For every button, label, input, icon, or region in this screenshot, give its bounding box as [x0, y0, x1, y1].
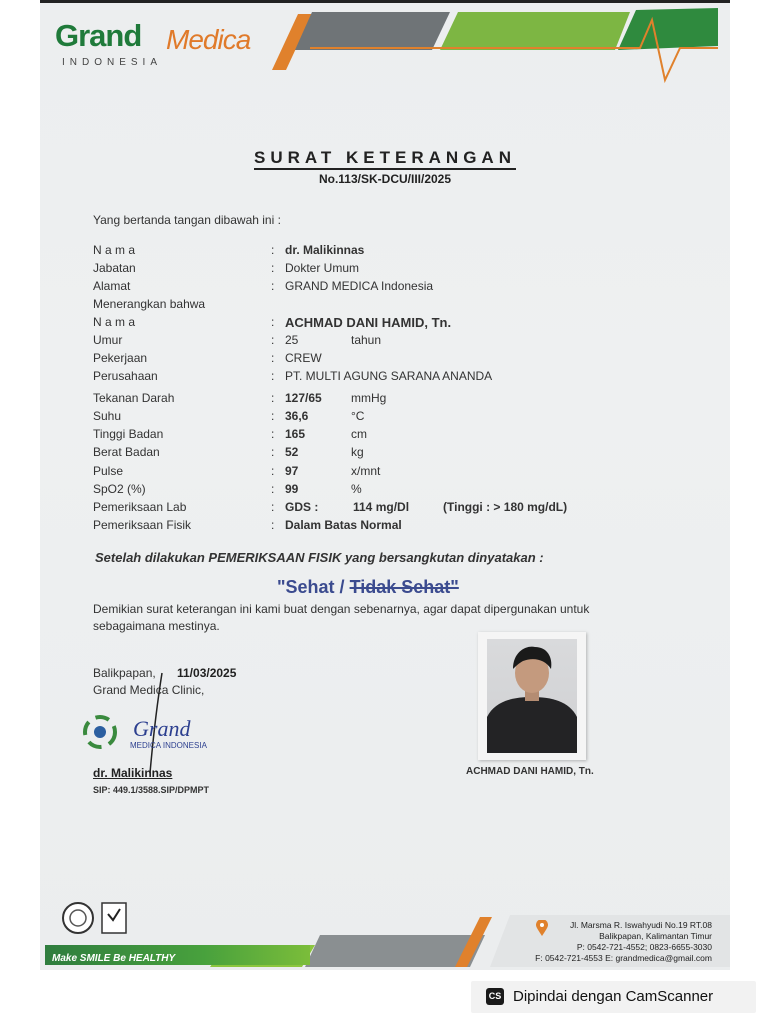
field-label: Pekerjaan: [93, 351, 148, 365]
field-row-pemeriksaan-fisik: [93, 518, 693, 534]
field-unit: kg: [351, 445, 364, 459]
field-value: 99: [285, 482, 299, 496]
stamp-text: Grand: [133, 716, 191, 741]
fax-email-line: F: 0542-721-4553 E: grandmedica@gmail.com: [535, 953, 712, 963]
field-value: Dokter Umum: [285, 261, 360, 275]
field-unit: x/mnt: [351, 464, 381, 478]
field-value: PT. MULTI AGUNG SARANA ANANDA: [285, 369, 493, 383]
field-row-pemeriksaan-lab: [93, 500, 693, 516]
clinic-stamp-icon: [78, 712, 228, 752]
field-unit: tahun: [351, 333, 382, 347]
field-colon: :: [271, 351, 275, 365]
camscanner-icon: CS: [486, 988, 504, 1005]
field-label: N a m a: [93, 315, 136, 329]
field-label: Pemeriksaan Lab: [93, 500, 187, 514]
field-row-nama: [93, 243, 693, 259]
health-status: [277, 577, 459, 598]
lab-note: (Tinggi : > 180 mg/dL): [443, 500, 568, 514]
field-value: 127/65: [285, 391, 322, 405]
header-banner: [40, 0, 730, 95]
header-green-band-2: [618, 8, 718, 50]
field-label: N a m a: [93, 243, 136, 257]
field-row-tekanan-darah: [93, 391, 693, 407]
field-label: Suhu: [93, 409, 122, 423]
person-silhouette-icon: [487, 639, 577, 753]
field-label: Jabatan: [93, 261, 136, 275]
address-line-1: Jl. Marsma R. Iswahyudi No.19 RT.08: [569, 920, 712, 930]
logo-medica-text: Medica: [166, 24, 251, 55]
camscanner-watermark: [471, 981, 756, 1013]
field-colon: :: [271, 243, 275, 257]
field-colon: :: [271, 279, 275, 293]
field-row-nama-patient: [93, 315, 693, 331]
doctor-name: dr. Malikinnas: [93, 766, 173, 780]
field-colon: :: [271, 369, 275, 383]
photo-body: [487, 697, 577, 753]
field-label: SpO2 (%): [93, 482, 146, 496]
header-green-band: [440, 12, 630, 50]
field-row-menerangkan: [93, 297, 693, 313]
field-value: dr. Malikinnas: [285, 243, 365, 257]
place-text: Balikpapan,: [93, 666, 156, 680]
phone-line: P: 0542-721-4552; 0823-6655-3030: [576, 942, 712, 952]
field-label: Pulse: [93, 464, 124, 478]
field-row-jabatan: [93, 261, 693, 277]
field-row-pekerjaan: [93, 351, 693, 367]
field-row-suhu: [93, 409, 693, 425]
address-line-2: Balikpapan, Kalimantan Timur: [599, 931, 712, 941]
field-label: Tinggi Badan: [93, 427, 164, 441]
field-row-berat-badan: [93, 445, 693, 461]
field-value: 52: [285, 445, 299, 459]
clinic-address: [482, 920, 712, 964]
date-text: 11/03/2025: [177, 666, 237, 680]
logo-indonesia-text: INDONESIA: [62, 57, 163, 68]
field-colon: :: [271, 391, 275, 405]
field-label: Pemeriksaan Fisik: [93, 518, 192, 532]
field-value: ACHMAD DANI HAMID, Tn.: [285, 315, 452, 330]
field-colon: :: [271, 445, 275, 459]
photo-caption: ACHMAD DANI HAMID, Tn.: [466, 766, 594, 777]
slogan-text: Make SMILE Be HEALTHY: [52, 953, 176, 964]
field-value: Dalam Batas Normal: [285, 518, 402, 532]
field-row-tinggi-badan: [93, 427, 693, 443]
field-label: Berat Badan: [93, 445, 160, 459]
field-colon: :: [271, 409, 275, 423]
field-unit: cm: [351, 427, 367, 441]
field-unit: °C: [351, 409, 365, 423]
header-gray-band: [295, 12, 450, 50]
field-colon: :: [271, 315, 275, 329]
field-row-perusahaan: [93, 369, 693, 385]
field-colon: :: [271, 464, 275, 478]
document-number: No.113/SK-DCU/III/2025: [318, 172, 452, 186]
field-row-spo2: [93, 482, 693, 498]
patient-photo: [487, 639, 577, 753]
field-colon: :: [271, 333, 275, 347]
clinic-text: Grand Medica Clinic,: [93, 683, 205, 697]
field-label: Alamat: [93, 279, 131, 293]
logo-grand-text: Grand: [55, 18, 142, 53]
field-unit: %: [351, 482, 362, 496]
field-colon: :: [271, 482, 275, 496]
field-row-pulse: [93, 464, 693, 480]
field-colon: :: [271, 261, 275, 275]
field-colon: :: [271, 518, 275, 532]
field-value: GRAND MEDICA Indonesia: [285, 279, 434, 293]
patient-photo-frame: [478, 632, 586, 760]
stamp-sub: MEDICA INDONESIA: [130, 741, 207, 750]
sip-number: SIP: 449.1/3588.SIP/DPMPT: [93, 785, 210, 795]
scanned-document: [40, 0, 730, 970]
field-value: GDS :: [285, 500, 319, 514]
field-colon: :: [271, 427, 275, 441]
field-colon: :: [271, 500, 275, 514]
field-row-alamat: [93, 279, 693, 295]
lab-result: 114 mg/Dl: [353, 500, 410, 514]
field-value: 25: [285, 333, 299, 347]
field-value: 36,6: [285, 409, 309, 423]
field-unit: mmHg: [351, 391, 387, 405]
field-row-umur: [93, 333, 693, 349]
field-value: CREW: [285, 351, 322, 365]
sehat-text: "Sehat /: [277, 577, 345, 597]
conclusion-text: Setelah dilakukan PEMERIKSAAN FISIK yang bersangkutan dinyatakan :: [95, 550, 544, 565]
field-label: Perusahaan: [93, 369, 158, 383]
camscanner-label: Dipindai dengan CamScanner: [513, 988, 714, 1005]
closing-text: Demikian surat keterangan ini kami buat dengan sebenarnya, agar dapat dipergunakan untuk sebagaimana mestinya.: [93, 602, 590, 633]
field-label: Menerangkan bahwa: [93, 297, 206, 311]
field-label: Umur: [93, 333, 123, 347]
field-value: 165: [285, 427, 306, 441]
field-label: Tekanan Darah: [93, 391, 175, 405]
intro-text: Yang bertanda tangan dibawah ini :: [93, 213, 281, 227]
field-value: 97: [285, 464, 299, 478]
tidak-sehat-text: Tidak Sehat": [349, 577, 459, 597]
document-title: SURAT KETERANGAN: [40, 148, 730, 168]
